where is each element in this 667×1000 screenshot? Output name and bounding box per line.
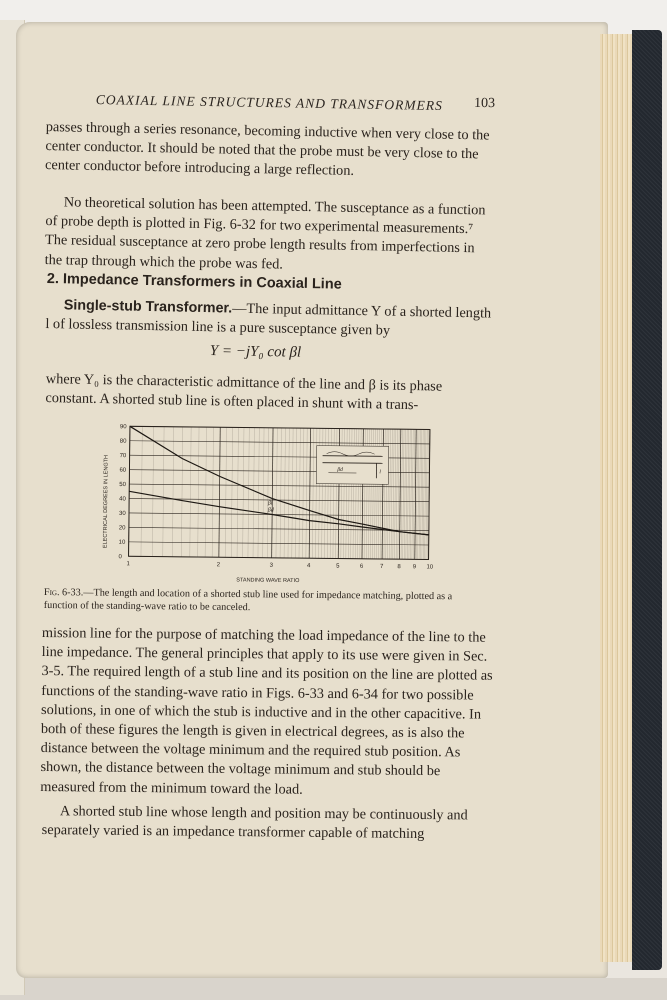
caption-label: Fig. 6-33.	[43, 586, 84, 599]
minor-gridline	[280, 428, 281, 558]
y-tick-label: 50	[119, 481, 127, 489]
running-header: COAXIAL LINE STRUCTURES AND TRANSFORMERS	[95, 92, 443, 114]
x-axis-label: STANDING WAVE RATIO	[236, 577, 300, 585]
x-gridline	[219, 427, 220, 557]
minor-gridline	[276, 428, 277, 558]
y-axis-label: ELECTRICAL DEGREES IN LENGTH	[102, 455, 110, 549]
minor-gridline	[267, 428, 268, 558]
table-surface	[0, 978, 667, 1000]
minor-gridline	[284, 428, 285, 558]
minor-gridline	[423, 429, 424, 559]
x-gridline	[272, 428, 273, 558]
minor-gridline	[398, 429, 399, 559]
minor-gridline	[425, 429, 426, 559]
minor-gridline	[404, 429, 405, 559]
paragraph-6: A shorted stub line whose length and position may be continuously and separately varied is an impedance transformer capable of matching	[41, 803, 468, 843]
x-tick-label: 10	[426, 564, 434, 571]
x-gridline	[415, 429, 416, 559]
x-tick-label: 2	[216, 562, 221, 569]
minor-gridline	[225, 427, 226, 557]
minor-gridline	[396, 429, 397, 559]
x-gridline	[309, 428, 310, 558]
minor-gridline	[295, 428, 296, 558]
inset-label-l: l	[379, 469, 381, 476]
y-tick-label: 30	[118, 510, 126, 517]
minor-gridline	[198, 427, 199, 557]
y-tick-label: 70	[119, 453, 127, 460]
minor-gridline	[410, 429, 411, 559]
minor-gridline	[253, 428, 254, 558]
paragraph-3-text: —The input admittance Y of a shorted length l of lossless transmission line is a pure susceptance given by	[45, 300, 492, 339]
minor-gridline	[190, 427, 191, 557]
minor-gridline	[141, 426, 142, 556]
minor-gridline	[422, 429, 423, 559]
minor-gridline	[389, 429, 390, 559]
minor-gridline	[426, 429, 427, 559]
minor-gridline	[231, 427, 232, 557]
paragraph-1: passes through a series resonance, becoming inductive when very close to the center conductor. It should be noted that the probe must be very close to the center conductor before introducing a large reflection.	[44, 118, 490, 180]
minor-gridline	[418, 429, 419, 559]
y-tick-label: 20	[118, 525, 126, 532]
minor-gridline	[172, 427, 173, 557]
inset-box	[316, 446, 388, 485]
x-tick-label: 5	[336, 563, 340, 570]
minor-gridline	[152, 427, 153, 557]
caption-text: —The length and location of a shorted stub line used for impedance matching, plotted as a function of the standing-wave ratio to be canceled.	[43, 587, 453, 614]
y-gridline	[129, 542, 429, 545]
series-label-2: βd	[267, 507, 274, 514]
minor-gridline	[243, 428, 244, 558]
x-tick-label: 6	[359, 563, 364, 570]
y-tick-label: 10	[118, 539, 126, 546]
minor-gridline	[299, 428, 300, 558]
minor-gridline	[288, 428, 289, 558]
equation: Y = −jY₀ cot βl	[209, 342, 302, 361]
chart-inset	[316, 446, 388, 485]
inset-label-bd: βd	[337, 466, 343, 473]
paragraph-3-lead: Single-stub Transformer.	[63, 297, 233, 317]
stub-chart	[98, 418, 440, 592]
minor-gridline	[237, 427, 238, 557]
y-tick-label: 40	[119, 496, 126, 503]
y-tick-label: 0	[118, 554, 122, 561]
minor-gridline	[419, 429, 420, 559]
minor-gridline	[248, 428, 249, 558]
paragraph-2: No theoretical solution has been attempted. The susceptance as a function of probe depth is plotted in Fig. 6-32 for two experimental measurements.⁷ The residual susceptance at zero probe length results from imperfections in the trap through which the probe was fed.	[44, 194, 486, 273]
y-tick-label: 60	[119, 467, 127, 474]
minor-gridline	[412, 429, 413, 559]
minor-gridline	[292, 428, 293, 558]
x-gridline	[399, 429, 400, 559]
section-heading: 2. Impedance Transformers in Coaxial Line	[46, 270, 342, 293]
minor-gridline	[394, 429, 395, 559]
page-number: 103	[473, 95, 496, 112]
x-tick-label: 8	[397, 564, 401, 571]
book-cover	[632, 30, 662, 970]
minor-gridline	[403, 429, 404, 559]
minor-gridline	[401, 429, 402, 559]
paragraph-5: mission line for the purpose of matching the load impedance of the line to the line impedance. The general principles that apply to its use were given in Sec. 3-5. The required length of a stub line and its position on the line are plotted as functions of the standing-wave ratio in Figs. 6-33 and 6-34 for two possible solutions, in one of which the stub is inductive and in the other capacitive. In both of these figures the length is given in electrical degrees, as is also the distance between the voltage minimum and the required stub position. As shown, the distance between the voltage minimum and stub should be measured from the minimum toward the load.	[40, 624, 493, 798]
x-tick-label: 1	[126, 561, 130, 568]
y-gridline	[130, 441, 430, 444]
minor-gridline	[406, 429, 407, 559]
x-tick-label: 9	[412, 564, 417, 571]
minor-gridline	[306, 428, 307, 558]
series-label-1: βl	[267, 500, 273, 507]
x-tick-label: 3	[269, 562, 273, 569]
figure-caption	[44, 586, 484, 617]
minor-gridline	[393, 429, 394, 559]
minor-gridline	[302, 428, 303, 558]
minor-gridline	[413, 429, 414, 559]
minor-gridline	[263, 428, 264, 558]
x-tick-label: 7	[379, 563, 384, 570]
minor-gridline	[181, 427, 182, 557]
minor-gridline	[312, 428, 313, 558]
minor-gridline	[391, 429, 392, 559]
minor-gridline	[416, 429, 417, 559]
minor-gridline	[407, 429, 408, 559]
minor-gridline	[212, 427, 213, 557]
minor-gridline	[205, 427, 206, 557]
paragraph-4: where Y₀ is the characteristic admittance of the line and β is its phase constant. A shorted stub line is often placed in shunt with a trans-	[45, 370, 443, 414]
minor-gridline	[420, 429, 421, 559]
x-tick-label: 4	[307, 563, 311, 570]
minor-gridline	[409, 429, 410, 559]
y-tick-label: 90	[119, 424, 127, 431]
y-tick-label: 80	[119, 438, 127, 445]
